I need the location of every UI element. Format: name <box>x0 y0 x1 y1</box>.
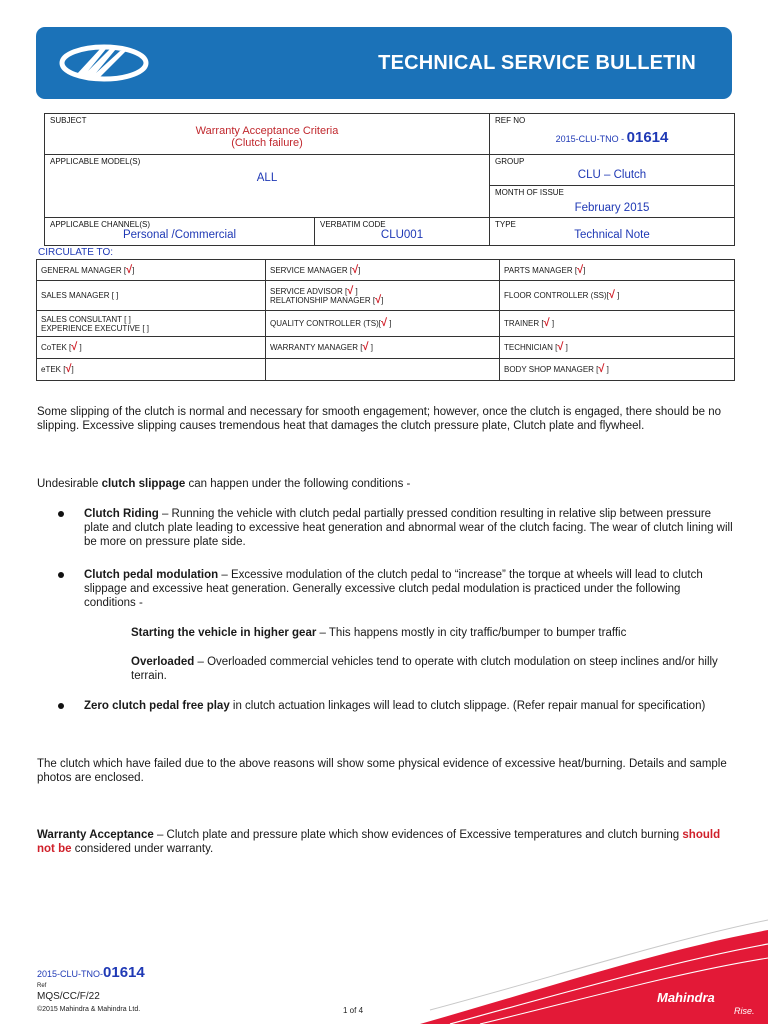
ref-cell <box>490 114 735 155</box>
verbatim-value: CLU001 <box>380 229 424 241</box>
circ-general-manager: GENERAL MANAGER [√] <box>37 260 266 281</box>
subject-line-1: Warranty Acceptance Criteria <box>195 125 339 137</box>
type-cell <box>490 218 735 246</box>
ref-number: 2015-CLU-TNO - 01614 <box>555 129 669 146</box>
check-icon: √ <box>347 284 354 297</box>
bullet-pedal-modulation: Clutch pedal modulation – Excessive modulation of the clutch pedal to “increase” the torque at wheels will lead to clutch slippage and excessive heat generation. Generally excessive clutch pedal modulation is practiced under the following conditions - <box>84 569 703 609</box>
check-icon: √ <box>352 263 359 276</box>
bulletin-title: TECHNICAL SERVICE BULLETIN <box>378 52 696 74</box>
month-label: MONTH OF ISSUE <box>495 188 564 197</box>
type-label: TYPE <box>495 220 516 229</box>
ref-label: REF NO <box>495 116 526 125</box>
mahindra-swoosh-graphic <box>420 910 768 1024</box>
circ-floor-controller: FLOOR CONTROLLER (SS)[√ ] <box>500 281 735 311</box>
check-icon: √ <box>557 341 564 353</box>
circ-technician: TECHNICIAN [√ ] <box>500 337 735 359</box>
month-value: February 2015 <box>574 202 650 214</box>
check-icon: √ <box>65 363 72 375</box>
check-icon: √ <box>362 341 369 353</box>
verbatim-label: VERBATIM CODE <box>320 220 386 229</box>
circ-trainer: TRAINER [√ ] <box>500 311 735 337</box>
circ-empty-cell <box>266 359 500 381</box>
group-value: CLU – Clutch <box>577 169 647 181</box>
check-icon: √ <box>543 317 550 329</box>
warranty-acceptance-paragraph: Warranty Acceptance – Clutch plate and pressure plate which show evidences of Excessive temperatures and clutch burning should not be considered under warranty. <box>37 829 721 855</box>
models-cell <box>45 155 490 218</box>
bullet-icon <box>58 511 64 517</box>
group-cell <box>490 155 735 186</box>
circ-warranty-manager: WARRANTY MANAGER [√ ] <box>266 337 500 359</box>
verbatim-cell <box>315 218 490 246</box>
circulation-table <box>36 259 735 381</box>
circ-quality-controller: QUALITY CONTROLLER (TS)[√ ] <box>266 311 500 337</box>
circ-parts-manager: PARTS MANAGER [√] <box>500 260 735 281</box>
circ-sales-manager: SALES MANAGER [ ] <box>37 281 266 311</box>
group-label: GROUP <box>495 157 525 166</box>
check-icon: √ <box>577 263 584 276</box>
subject-cell <box>45 114 490 155</box>
check-icon: √ <box>126 263 133 276</box>
bullet-clutch-riding: Clutch Riding – Running the vehicle with clutch pedal partially pressed condition resulting in relative slip between pressure plate and clutch plate leading to excessive heat generation and abnormal wear of the clutch facing. The wear of clutch lining will be more on pressure plate side. <box>84 508 733 548</box>
bulletin-info-table <box>44 113 735 246</box>
check-icon: √ <box>375 293 382 306</box>
circ-service-manager: SERVICE MANAGER [√] <box>266 260 500 281</box>
footer-page-number: 1 of 4 <box>343 1006 364 1015</box>
bullet-zero-free-play: Zero clutch pedal free play in clutch actuation linkages will lead to clutch slippage. (Refer repair manual for specification) <box>84 700 706 712</box>
circ-service-advisor: SERVICE ADVISOR [√ ] RELATIONSHIP MANAGER [√] <box>266 281 500 311</box>
month-cell <box>490 186 735 218</box>
models-label: APPLICABLE MODEL(S) <box>50 157 141 166</box>
mahindra-logo-icon <box>54 41 164 85</box>
channel-value: Personal /Commercial <box>122 229 237 241</box>
type-value: Technical Note <box>574 229 650 241</box>
sub-condition-higher-gear: Starting the vehicle in higher gear – This happens mostly in city traffic/bumper to bumper traffic <box>131 627 627 639</box>
header-banner <box>36 27 732 99</box>
intro-paragraph: Some slipping of the clutch is normal and necessary for smooth engagement; however, once the clutch is engaged, there should be no slipping. Excessive slipping causes tremendous heat that damages the clutch pressure plate, Clutch plate and flywheel. <box>37 406 722 432</box>
bullet-icon <box>58 703 64 709</box>
circ-etek: eTEK [√] <box>37 359 266 381</box>
circ-body-shop-manager: BODY SHOP MANAGER [√ ] <box>500 359 735 381</box>
bullet-icon <box>58 572 64 578</box>
check-icon: √ <box>598 363 605 375</box>
circulate-heading: CIRCULATE TO: <box>38 247 114 258</box>
channel-label: APPLICABLE CHANNEL(S) <box>50 220 151 229</box>
models-value: ALL <box>256 172 278 184</box>
channel-cell <box>45 218 315 246</box>
footer-form-code: MQS/CC/F/22 <box>37 991 100 1002</box>
sub-condition-overloaded: Overloaded – Overloaded commercial vehicles tend to operate with clutch modulation on steep inclines and/or hilly terrain. <box>131 656 718 682</box>
circ-cotek: CoTEK [√ ] <box>37 337 266 359</box>
check-icon: √ <box>380 317 388 329</box>
footer-ref-number: 2015-CLU-TNO-01614 <box>37 964 145 981</box>
check-icon: √ <box>71 341 78 353</box>
evidence-paragraph: The clutch which have failed due to the above reasons will show some physical evidence of excessive heat/burning. Details and sample photos are enclosed. <box>37 758 727 784</box>
circ-sales-consultant: SALES CONSULTANT [ ] EXPERIENCE EXECUTIVE [ ] <box>37 311 266 337</box>
conditions-intro: Undesirable clutch slippage can happen under the following conditions - <box>37 478 411 490</box>
check-icon: √ <box>608 289 615 301</box>
brand-logo-text: Mahindra <box>657 990 715 1005</box>
brand-tagline: Rise. <box>734 1006 755 1016</box>
footer-copyright: ©2015 Mahindra & Mahindra Ltd. <box>37 1006 141 1013</box>
footer-ref-label: Ref <box>37 983 47 989</box>
subject-label: SUBJECT <box>50 116 87 125</box>
subject-line-2: (Clutch failure) <box>231 137 303 149</box>
